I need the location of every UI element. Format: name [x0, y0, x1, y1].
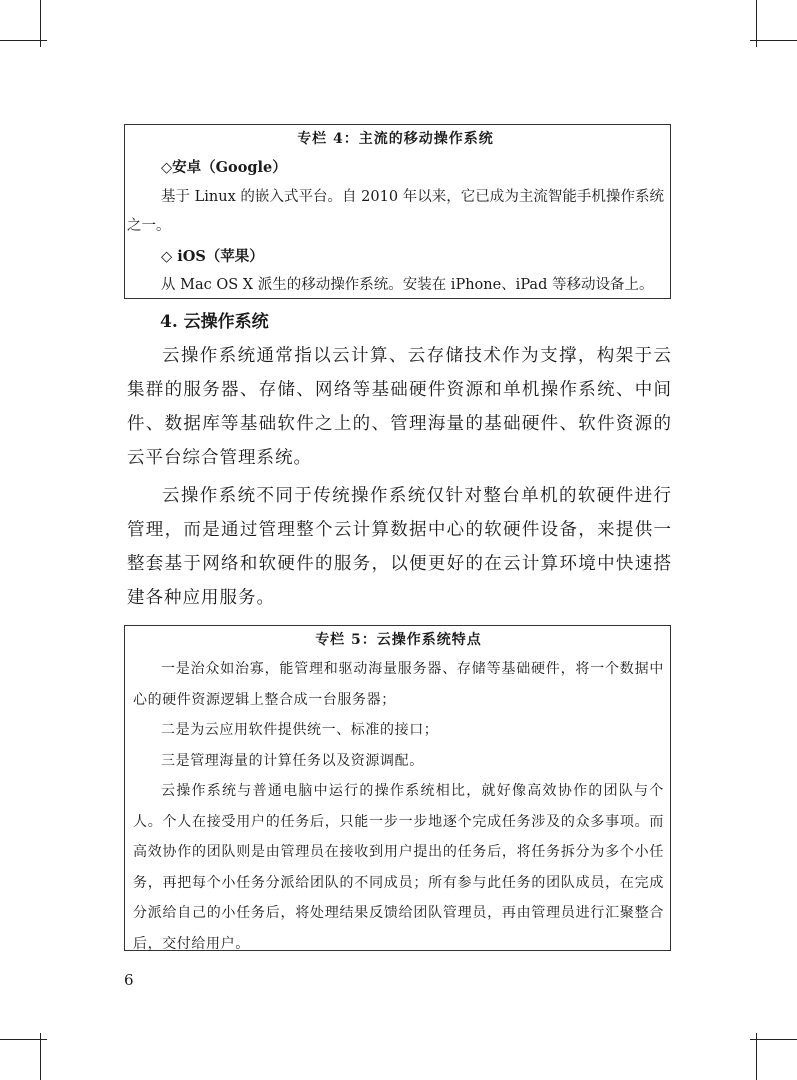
android-heading: ◇安卓（Google）	[161, 159, 287, 176]
android-text: 基于 Linux 的嵌入式平台。自 2010 年以来，它已成为主流智能手机操作系统之一。	[127, 188, 664, 234]
crop-mark	[40, 1033, 41, 1080]
crop-mark	[750, 40, 797, 41]
body-paragraph: 云操作系统通常指以云计算、云存储技术作为支撑，构架于云集群的服务器、存储、网络等基础硬件资源和单机操作系统、中间件、数据库等基础软件之上的、管理海量的基础硬件、软件资源的云平台综合管理系统。	[127, 346, 672, 468]
box-paragraph: 一是治众如治寡，能管理和驱动海量服务器、存储等基础硬件，将一个数据中心的硬件资源逻辑上整合成一台服务器；	[133, 661, 664, 708]
box-paragraph: 二是为云应用软件提供统一、标准的接口；	[161, 722, 439, 738]
crop-mark	[756, 1033, 757, 1080]
ios-text: 从 Mac OS X 派生的移动操作系统。安装在 iPhone、iPad 等移动设备上。	[161, 277, 654, 293]
box-paragraph: 三是管理海量的计算任务以及资源调配。	[161, 752, 424, 769]
box-title: 专栏 5：云操作系统特点	[315, 632, 482, 648]
sidebar-box-cloud-os	[124, 625, 671, 951]
body-paragraph: 云操作系统不同于传统操作系统仅针对整台单机的软硬件进行管理，而是通过管理整个云计算数据中心的软硬件设备，来提供一整套基于网络和软硬件的服务，以便更好的在云计算环境中快速搭建各种应用服务。	[127, 486, 672, 608]
crop-mark	[0, 1039, 47, 1040]
body-text	[127, 339, 672, 619]
crop-mark	[0, 40, 47, 41]
page-number: 6	[124, 971, 134, 989]
box-paragraph: 云操作系统与普通电脑中运行的操作系统相比，就好像高效协作的团队与个人。个人在接受用户的任务后，只能一步一步地逐个完成任务涉及的众多事项。而高效协作的团队则是由管理员在接收到用户提出的任务后，将任务拆分为多个小任务，再把每个小任务分派给团队的不同成员；所有参与此任务的团队成员，在完成分派给自己的小任务后，将处理结果反馈给团队管理员，再由管理员进行汇聚整合后，交付给用户。	[133, 783, 664, 952]
crop-mark	[750, 1039, 797, 1040]
box-title: 专栏 4：主流的移动操作系统	[297, 131, 494, 147]
section-heading: 4. 云操作系统	[160, 312, 269, 332]
ios-heading: ◇ iOS（苹果）	[161, 247, 264, 265]
sidebar-box-mobile-os	[124, 124, 671, 299]
